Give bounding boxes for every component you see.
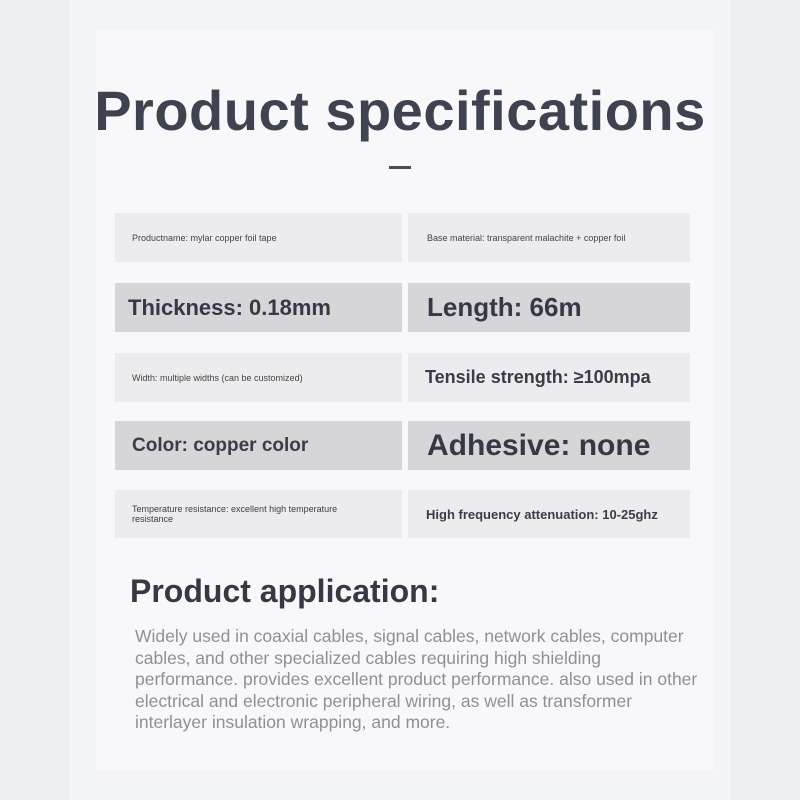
spec-cell-width: [115, 353, 402, 402]
spec-cell-temperature-resistance: [115, 490, 402, 538]
spec-width: Width: multiple widths (can be customized): [132, 372, 303, 383]
spec-product-name: Productname: mylar copper foil tape: [132, 232, 277, 243]
application-body: Widely used in coaxial cables, signal cables, network cables, computer cables, and other specialized cables requiring high shielding performance. provides excellent product performance. also used in other electrical and electronic peripheral wiring, as well as transformer interlayer insulation wrapping, and more.: [135, 626, 698, 732]
spec-tensile-strength: Tensile strength: ≥100mpa: [425, 367, 651, 387]
title-divider: [389, 166, 411, 169]
spec-cell-adhesive: [408, 421, 690, 470]
spec-cell-thickness: [115, 283, 402, 332]
page-title: Product specifications: [94, 79, 706, 142]
spec-thickness: Thickness: 0.18mm: [128, 294, 331, 320]
spec-high-frequency-attenuation: High frequency attenuation: 10-25ghz: [426, 506, 658, 522]
spec-cell-color: [115, 421, 402, 470]
spec-base-material: Base material: transparent malachite + copper foil: [427, 232, 626, 243]
spec-color: Color: copper color: [132, 434, 309, 456]
application-heading: Product application:: [130, 573, 440, 609]
spec-adhesive: Adhesive: none: [427, 428, 651, 462]
spec-cell-base-material: [408, 213, 690, 262]
spec-cell-high-frequency-attenuation: [408, 490, 690, 538]
spec-length: Length: 66m: [427, 292, 582, 322]
spec-temperature-resistance: Temperature resistance: excellent high temperature resistance: [132, 504, 338, 524]
spec-cell-product-name: [115, 213, 402, 262]
spec-cell-length: [408, 283, 690, 332]
spec-cell-tensile-strength: [408, 353, 690, 402]
